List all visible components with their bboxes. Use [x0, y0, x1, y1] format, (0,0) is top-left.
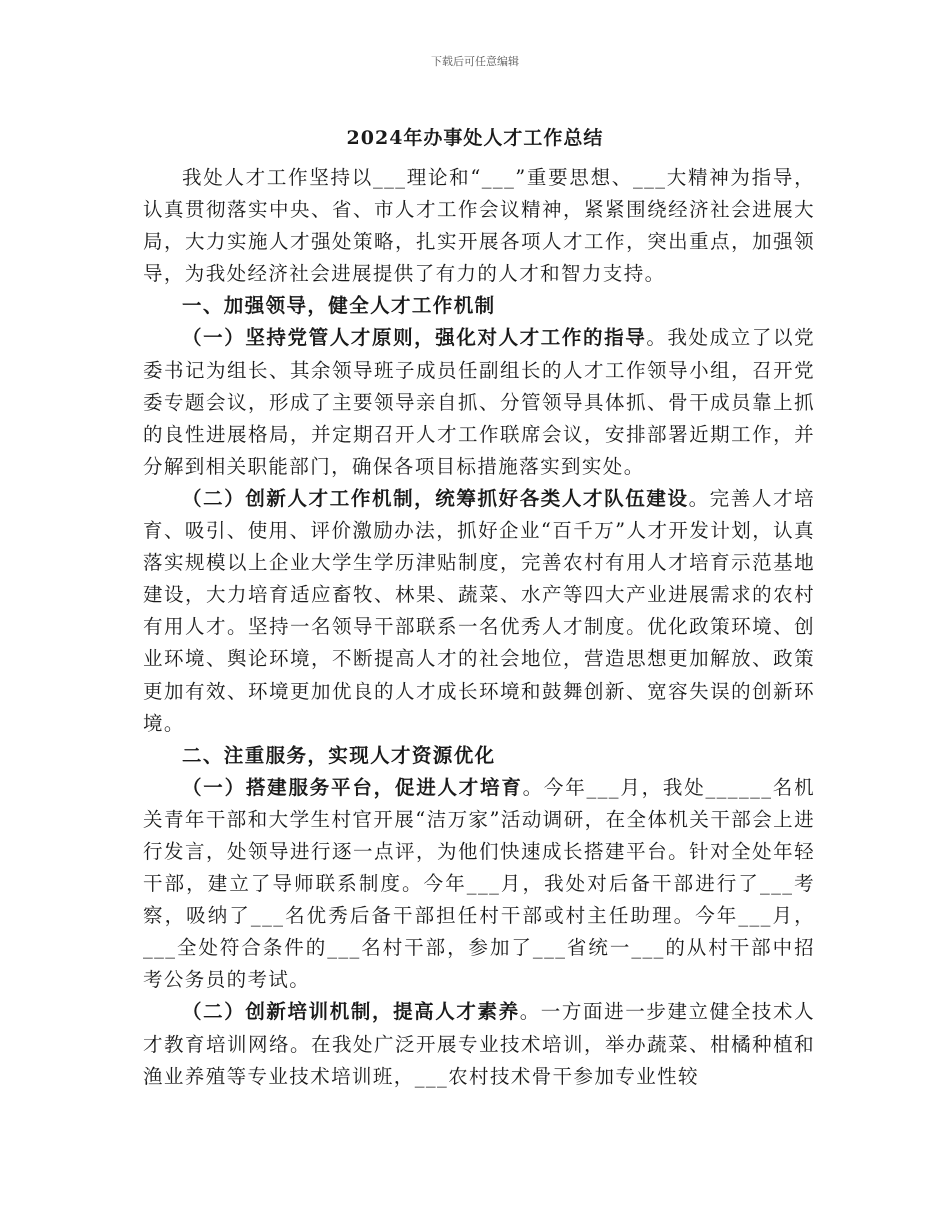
paragraph-1-1 [143, 322, 815, 482]
subheading-2-1: （一）搭建服务平台，促进人才培育 [182, 775, 523, 799]
document-body [143, 162, 815, 1093]
section-heading-2: 二、注重服务，实现人才资源优化 [182, 743, 496, 767]
subheading-2-2: （二）创新培训机制，提高人才素养 [182, 1000, 520, 1024]
paragraph-1-2-text: 。完善人才培育、吸引、使用、评价激励办法，抓好企业“百千万”人才开发计划，认真落实规模以上企业大学生学历津贴制度，完善农村有用人才培育示范基地建设，大力培育适应畜牧、林果、蔬菜、水产等四大产业进展需求的农村有用人才。坚持一名领导干部联系一名优秀人才制度。优化政策环境、创业环境、舆论环境，不断提高人才的社会地位，营造思想更加解放、政策更加有效、环境更加优良的人才成长环境和鼓舞创新、宽容失误的创新环境。 [143, 486, 815, 735]
paragraph-2-1 [143, 772, 815, 997]
paragraph-intro: 我处人才工作坚持以___理论和“___”重要思想、___大精神为指导，认真贯彻落实中央、省、市人才工作会议精神，紧紧围绕经济社会进展大局，大力实施人才强处策略，扎实开展各项人才工作，突出重点，加强领导，为我处经济社会进展提供了有力的人才和智力支持。 [143, 166, 815, 286]
paragraph-1-1-text: 。我处成立了以党委书记为组长、其余领导班子成员任副组长的人才工作领导小组，召开党委专题会议，形成了主要领导亲自抓、分管领导具体抓、骨干成员靠上抓的良性进展格局，并定期召开人才工作联席会议，安排部署近期工作，并分解到相关职能部门，确保各项目标措施落实到实处。 [143, 326, 815, 478]
paragraph-1-2 [143, 483, 815, 740]
subheading-1-1: （一）坚持党管人才原则，强化对人才工作的指导 [182, 326, 647, 350]
paragraph-2-2-text: 。一方面进一步建立健全技术人才教育培训网络。在我处广泛开展专业技术培训，举办蔬菜、柑橘种植和渔业养殖等专业技术培训班，___农村技术骨干参加专业性较 [143, 1000, 815, 1088]
header-note: 下载后可任意编辑 [431, 55, 519, 68]
paragraph-2-2 [143, 996, 815, 1092]
subheading-1-2: （二）创新人才工作机制，统筹抓好各类人才队伍建设 [182, 486, 689, 510]
paragraph-2-1-text: 。今年___月，我处______名机关青年干部和大学生村官开展“洁万家”活动调研，在全体机关干部会上进行发言，处领导进行逐一点评，为他们快速成长搭建平台。针对全处年轻干部，建立了导师联系制度。今年___月，我处对后备干部进行了___考察，吸纳了___名优秀后备干部担任村干部或村主任助理。今年___月，___全处符合条件的___名村干部，参加了___省统一___的从村干部中招考公务员的考试。 [143, 775, 815, 992]
document-title: 2024年办事处人才工作总结 [346, 127, 604, 149]
section-heading-1: 一、加强领导，健全人才工作机制 [182, 294, 496, 318]
